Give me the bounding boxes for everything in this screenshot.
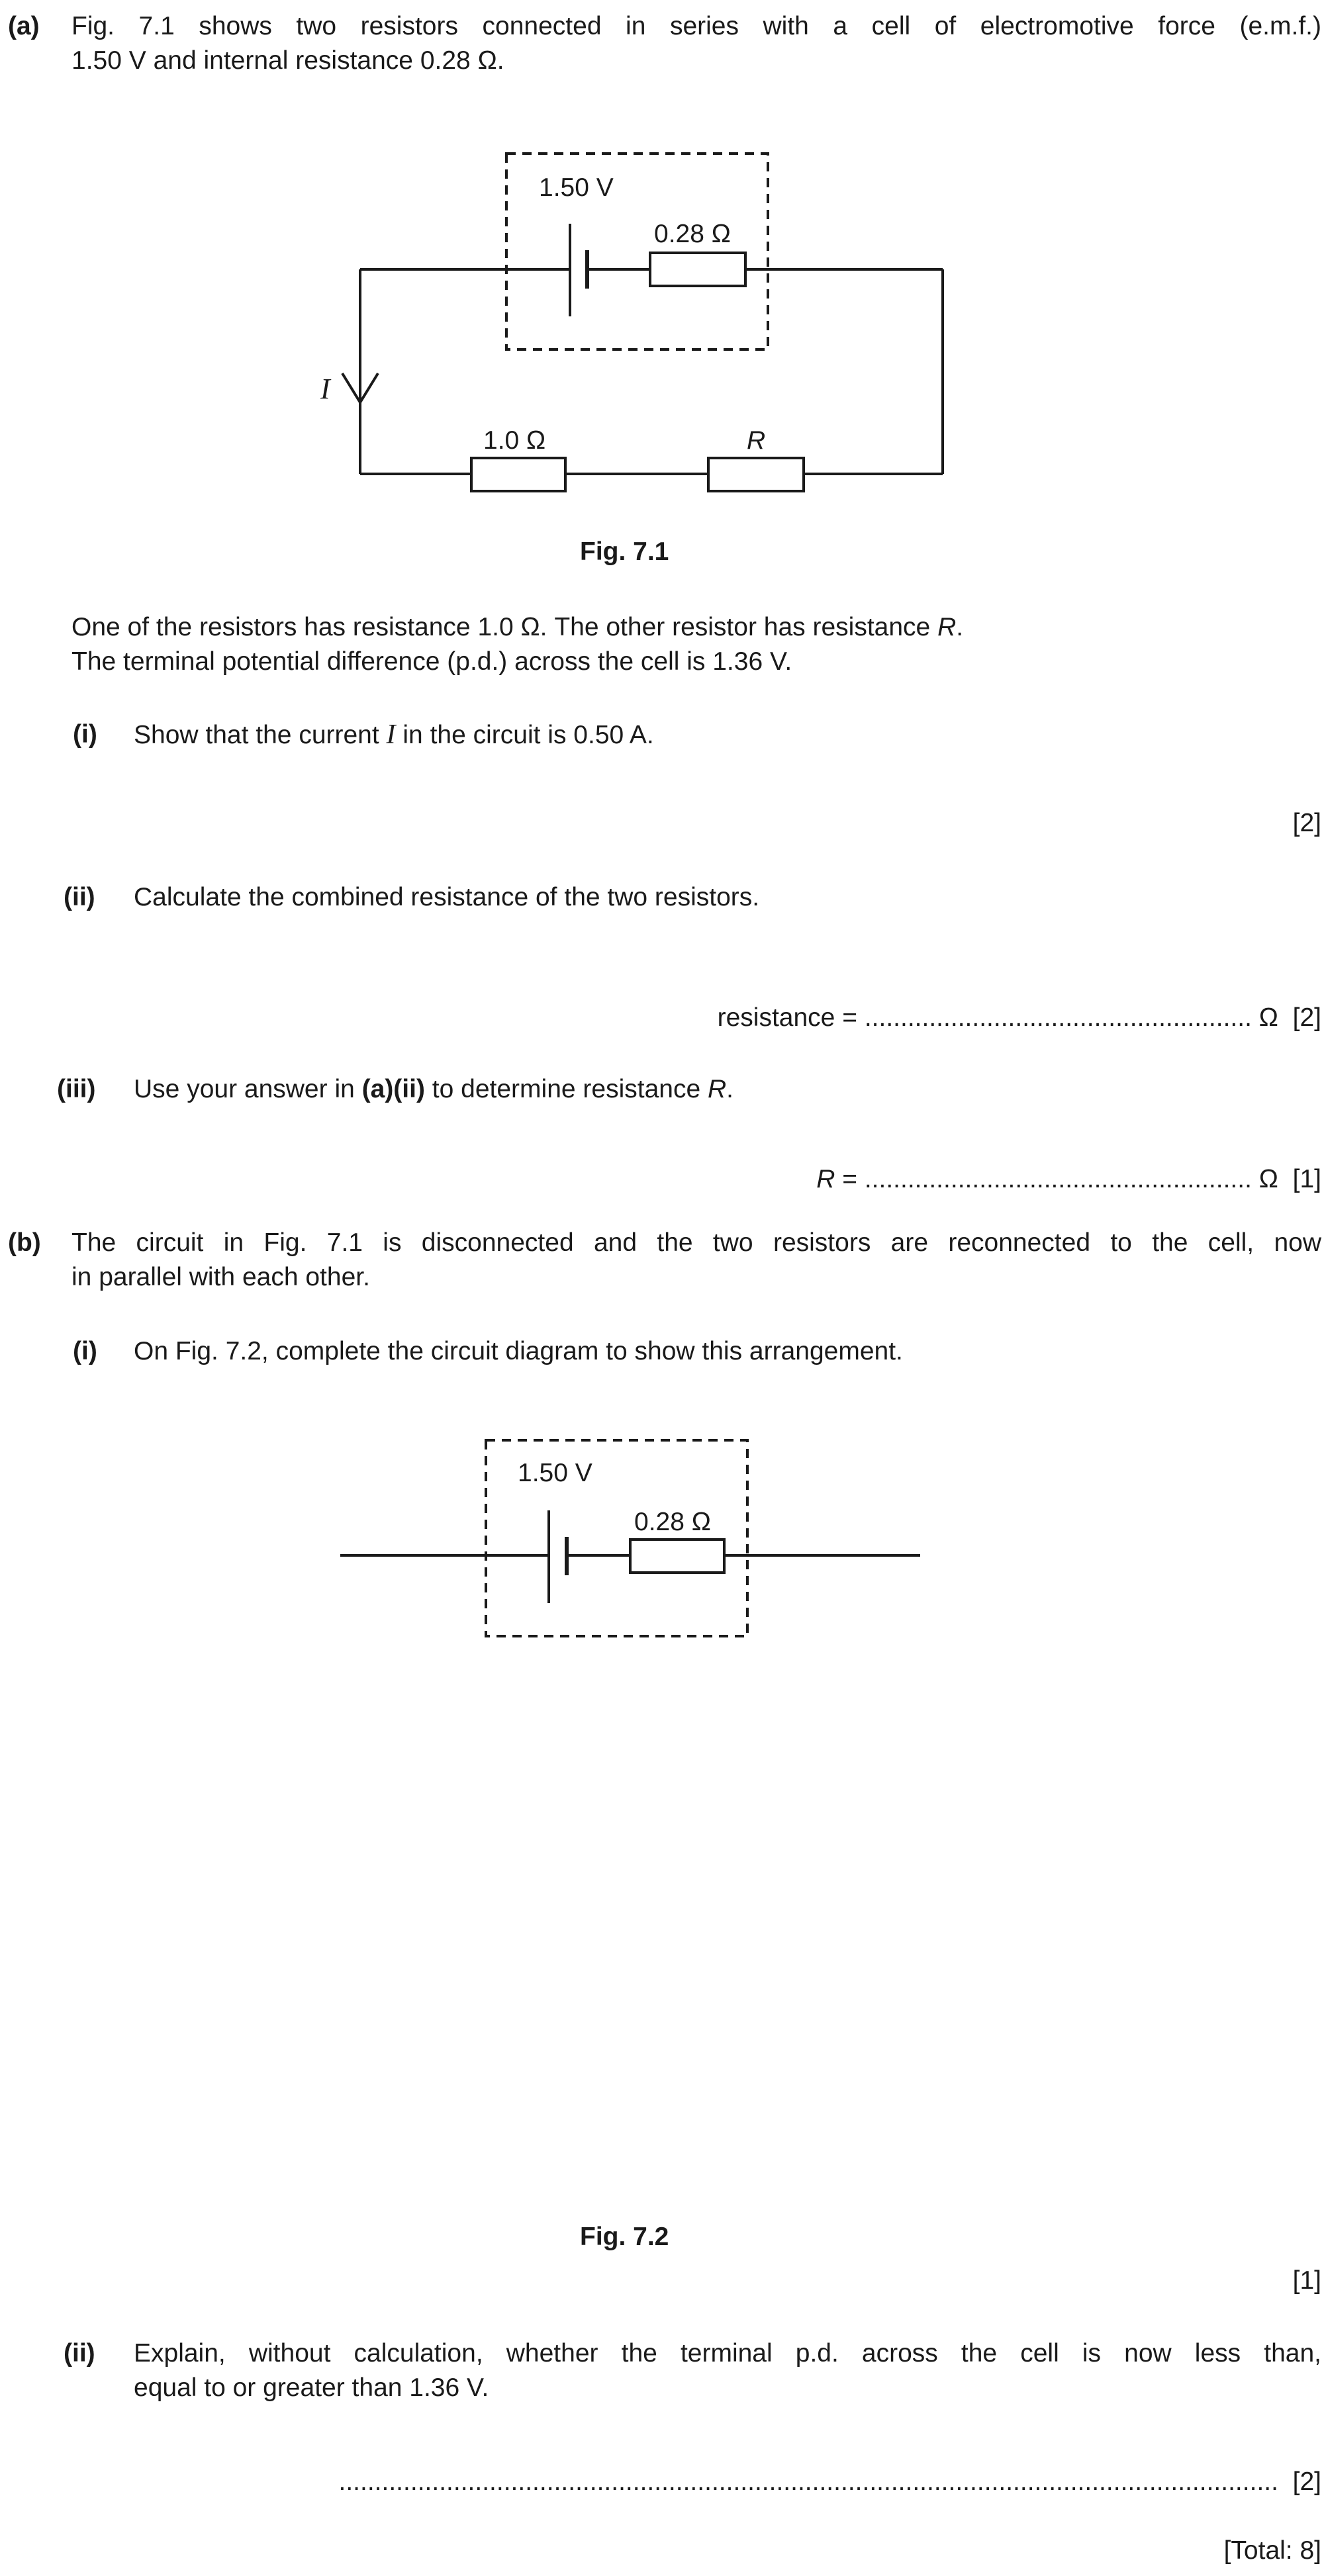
fig2-emf-label: 1.50 V (518, 1459, 592, 1487)
fig1-emf-label: 1.50 V (539, 173, 614, 202)
part-a-stem-line2: The terminal potential difference (p.d.) across the cell is 1.36 V. (71, 647, 792, 676)
fig2-internal-r-label: 0.28 Ω (634, 1508, 711, 1536)
part-b-intro-line1: The circuit in Fig. 7.1 is disconnected and the two resistors are reconnected to the cell, now (71, 1228, 1321, 1257)
fig1-resistor2-label: R (747, 426, 766, 455)
a-iii-label: (iii) (57, 1075, 96, 1103)
b-ii-answer-line[interactable]: ................................................................................................................................... [2] (338, 2467, 1321, 2496)
a-ii-answer-line[interactable]: resistance = ...................................................... Ω [2] (717, 1003, 1321, 1032)
fig2-internal-resistor (630, 1540, 724, 1573)
part-a-stem-line1: One of the resistors has resistance 1.0 Ω. The other resistor has resistance R. (71, 613, 964, 641)
part-a-intro-line2: 1.50 V and internal resistance 0.28 Ω. (71, 46, 504, 75)
fig-7-1-caption: Fig. 7.1 (580, 537, 669, 566)
a-i-label: (i) (73, 720, 97, 749)
fig-7-2-caption: Fig. 7.2 (580, 2223, 669, 2251)
part-a-label: (a) (8, 12, 40, 40)
b-i-text: On Fig. 7.2, complete the circuit diagram to show this arrangement. (134, 1337, 903, 1365)
a-iii-answer-line[interactable]: R = ...................................................... Ω [1] (816, 1165, 1321, 1193)
b-ii-text-line1: Explain, without calculation, whether the terminal p.d. across the cell is now less than, (134, 2339, 1321, 2368)
a-i-text: Show that the current I in the circuit is 0.50 A. (134, 719, 654, 750)
fig1-internal-r-label: 0.28 Ω (654, 220, 731, 248)
b-ii-label: (ii) (64, 2339, 95, 2368)
a-iii-text: Use your answer in (a)(ii) to determine resistance R. (134, 1075, 734, 1103)
fig1-resistor1-label: 1.0 Ω (483, 426, 546, 455)
total-marks: [Total: 8] (1223, 2536, 1321, 2565)
fig1-current-label: I (320, 373, 330, 405)
part-a-intro-line1: Fig. 7.1 shows two resistors connected in series with a cell of electromotive force (e.m.f.) (71, 12, 1321, 40)
b-i-label: (i) (73, 1337, 97, 1365)
a-i-marks: [2] (1292, 809, 1321, 837)
a-ii-label: (ii) (64, 883, 95, 911)
a-ii-text: Calculate the combined resistance of the two resistors. (134, 883, 760, 911)
b-ii-text-line2: equal to or greater than 1.36 V. (134, 2373, 489, 2402)
part-b-label: (b) (8, 1228, 41, 1257)
part-b-intro-line2: in parallel with each other. (71, 1263, 370, 1291)
b-i-marks: [1] (1292, 2266, 1321, 2295)
